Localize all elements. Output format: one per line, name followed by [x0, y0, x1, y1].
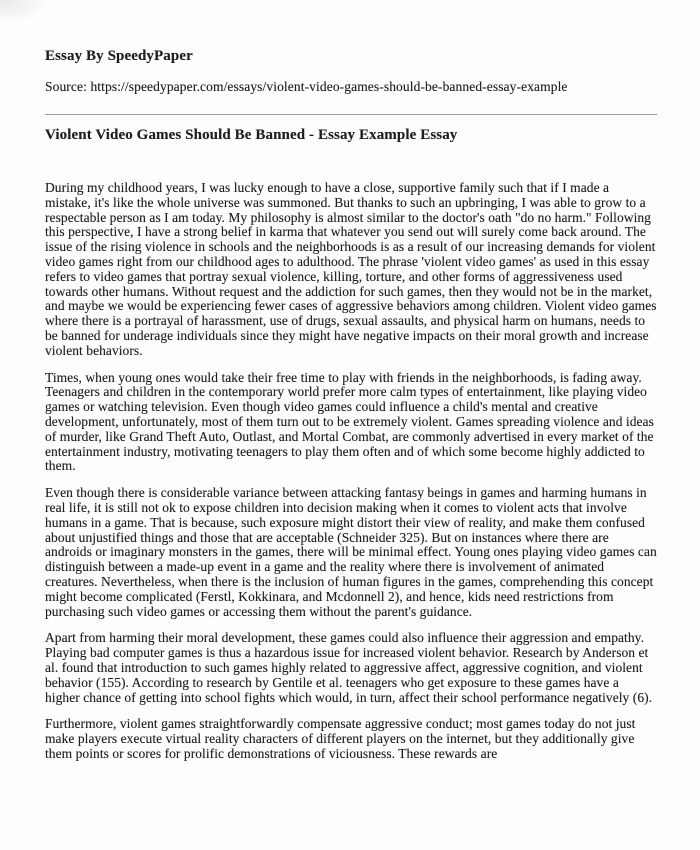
source-line: [45, 79, 657, 95]
source-label: Source:: [45, 79, 87, 94]
essay-paragraph-3: Even though there is considerable variance between attacking fantasy beings in games and harming humans in real life, it is still not ok to expose children into decision making when it comes to violent acts that involve humans in a game. That is because, such exposure might distort their view of reality, and make them confused about unjustified things and those that are acceptable (Schneider 325). But on instances where there are androids or imaginary monsters in the games, there will be minimal effect. Young ones playing video games can distinguish between a made-up event in a game and the reality where there is involvement of animated creatures. Nevertheless, when there is the inclusion of human figures in the games, comprehending this concept might become complicated (Ferstl, Kokkinara, and Mcdonnell 2), and hence, kids need restrictions from purchasing such video games or accessing them without the parent's guidance.: [45, 485, 657, 619]
divider: [45, 114, 657, 115]
essay-paragraph-2: Times, when young ones would take their free time to play with friends in the neighborhoods, is fading away. Teenagers and children in the contemporary world prefer more calm types of entertainment, like playing video games or watching television. Even though video games could influence a child's mental and creative development, unfortunately, most of them turn out to be extremely violent. Games spreading violence and ideas of murder, like Grand Theft Auto, Outlast, and Mortal Combat, are commonly advertised in every market of the entertainment industry, motivating teenagers to play them often and of which some become highly addicted to them.: [45, 369, 654, 474]
essay-title: Violent Video Games Should Be Banned - Essay Example Essay: [45, 127, 458, 143]
source-url: https://speedypaper.com/essays/violent-video-games-should-be-banned-essay-example: [90, 79, 568, 94]
scan-artifact: [0, 0, 46, 22]
essay-paragraph-1: During my childhood years, I was lucky enough to have a close, supportive family such that if I made a mistake, it's like the whole universe was summoned. But thanks to such an upbringing, I was able to grow to a respectable person as I am today. My philosophy is almost similar to the doctor's oath "do no harm." Following this perspective, I have a strong belief in karma that whatever you send out will surely come back around. The issue of the rising violence in schools and the neighborhoods is as a result of our increasing demands for violent video games right from our childhood ages to adulthood. The phrase 'violent video games' as used in this essay refers to video games that portray sexual violence, killing, torture, and other forms of aggressiveness used towards other humans. Without request and the addiction for such games, then they would not be in the market, and maybe we would be experiencing fewer cases of aggressive behaviors among children. Violent video games where there is a portrayal of harassment, use of drugs, sexual assaults, and physical harm on humans, needs to be banned for underage individuals since they might have negative impacts on their moral growth and increase violent behaviors.: [45, 180, 657, 358]
essay-paragraph-4: Apart from harming their moral development, these games could also influence their aggression and empathy. Playing bad computer games is thus a hazardous issue for increased violent behavior. Research by Anderson et al. found that introduction to such games highly related to aggressive affect, aggressive cognition, and violent behavior (155). According to research by Gentile et al. teenagers who get exposure to these games have a higher chance of getting into school fights which would, in turn, affect their school performance negatively (6).: [45, 630, 653, 705]
essay-paragraph-5: Furthermore, violent games straightforwardly compensate aggressive conduct; most games today do not just make players execute virtual reality characters of different players on the internet, but they additionally give them points or scores for prolific demonstrations of viciousness. These rewards are: [45, 716, 636, 761]
essay-body: [45, 181, 657, 762]
byline: Essay By SpeedyPaper: [45, 48, 193, 64]
